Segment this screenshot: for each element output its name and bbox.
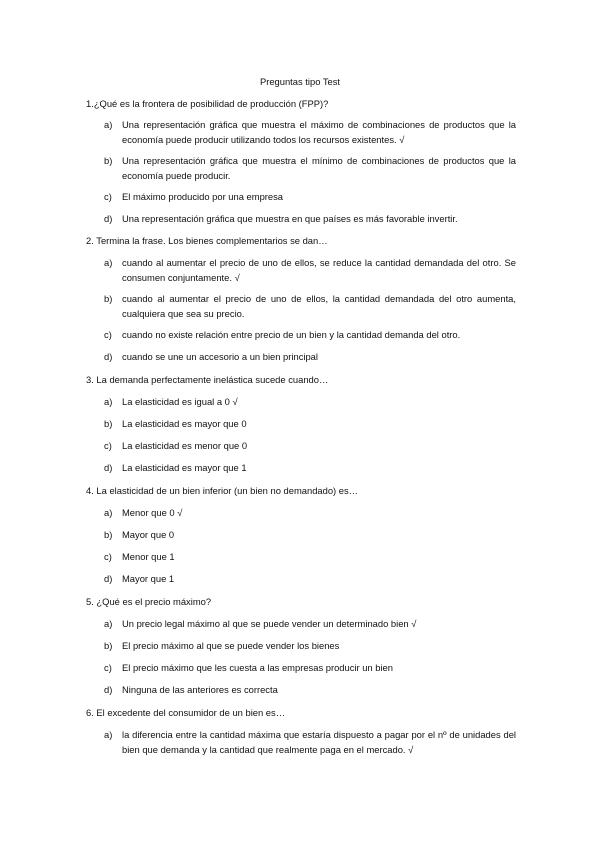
option-letter: a) xyxy=(104,396,113,407)
question-2: 2. Termina la frase. Los bienes complementarios se dan… xyxy=(86,235,328,246)
option-letter: d) xyxy=(104,213,113,224)
option-text: Una representación gráfica que muestra en que países es más favorable invertir. xyxy=(122,213,458,224)
question-1: 1.¿Qué es la frontera de posibilidad de producción (FPP)? xyxy=(86,98,329,109)
question-3: 3. La demanda perfectamente inelástica sucede cuando… xyxy=(86,374,329,385)
option-text: cuando al aumentar el precio de uno de ellos, la cantidad demandada del otro aumenta, cualquiera que sea su precio. xyxy=(122,293,516,319)
option-text: Ninguna de las anteriores es correcta xyxy=(122,684,278,695)
option-text: La elasticidad es igual a 0 √ xyxy=(122,396,238,407)
option-letter: c) xyxy=(104,662,112,673)
option-text: La elasticidad es menor que 0 xyxy=(122,440,248,451)
option-text: El precio máximo que les cuesta a las empresas producir un bien xyxy=(122,662,393,673)
option-text: Un precio legal máximo al que se puede vender un determinado bien √ xyxy=(122,618,417,629)
option-letter: c) xyxy=(104,329,112,340)
question-4: 4. La elasticidad de un bien inferior (un bien no demandado) es… xyxy=(86,485,359,496)
option-letter: b) xyxy=(104,155,113,166)
option-text: Una representación gráfica que muestra el mínimo de combinaciones de productos que la economía puede producir. xyxy=(122,155,516,181)
option-text: cuando no existe relación entre precio de un bien y la cantidad demanda del otro. xyxy=(122,329,461,340)
option-letter: b) xyxy=(104,418,113,429)
option-letter: a) xyxy=(104,119,113,130)
option-letter: d) xyxy=(104,684,113,695)
option-letter: d) xyxy=(104,462,113,473)
question-6: 6. El excedente del consumidor de un bien es… xyxy=(86,707,286,718)
option-letter: c) xyxy=(104,551,112,562)
option-letter: b) xyxy=(104,640,113,651)
option-text: Menor que 1 xyxy=(122,551,175,562)
option-letter: d) xyxy=(104,573,113,584)
option-text: cuando se une un accesorio a un bien principal xyxy=(122,351,318,362)
option-letter: a) xyxy=(104,257,113,268)
option-text: cuando al aumentar el precio de uno de ellos, se reduce la cantidad demandada del otro. Se consumen conjuntamente. √ xyxy=(122,257,516,283)
option-letter: c) xyxy=(104,191,112,202)
option-letter: c) xyxy=(104,440,112,451)
option-letter: b) xyxy=(104,529,113,540)
question-5: 5. ¿Qué es el precio máximo? xyxy=(86,596,212,607)
option-text: El máximo producido por una empresa xyxy=(122,191,284,202)
option-letter: d) xyxy=(104,351,113,362)
option-text: El precio máximo al que se puede vender los bienes xyxy=(122,640,340,651)
option-letter: a) xyxy=(104,507,113,518)
option-letter: a) xyxy=(104,729,113,740)
option-text: La elasticidad es mayor que 1 xyxy=(122,462,247,473)
option-text: Menor que 0 √ xyxy=(122,507,183,518)
option-letter: a) xyxy=(104,618,113,629)
option-text: Mayor que 1 xyxy=(122,573,175,584)
option-letter: b) xyxy=(104,293,113,304)
option-text: La elasticidad es mayor que 0 xyxy=(122,418,247,429)
page-title: Preguntas tipo Test xyxy=(259,76,341,87)
option-text: Una representación gráfica que muestra el máximo de combinaciones de productos que la economía puede producir utilizando todos los recursos existentes. √ xyxy=(122,119,516,145)
option-text: Mayor que 0 xyxy=(122,529,175,540)
option-text: la diferencia entre la cantidad máxima que estaría dispuesto a pagar por el nº de unidades del bien que demanda y la cantidad que realmente paga en el mercado. √ xyxy=(122,729,516,755)
